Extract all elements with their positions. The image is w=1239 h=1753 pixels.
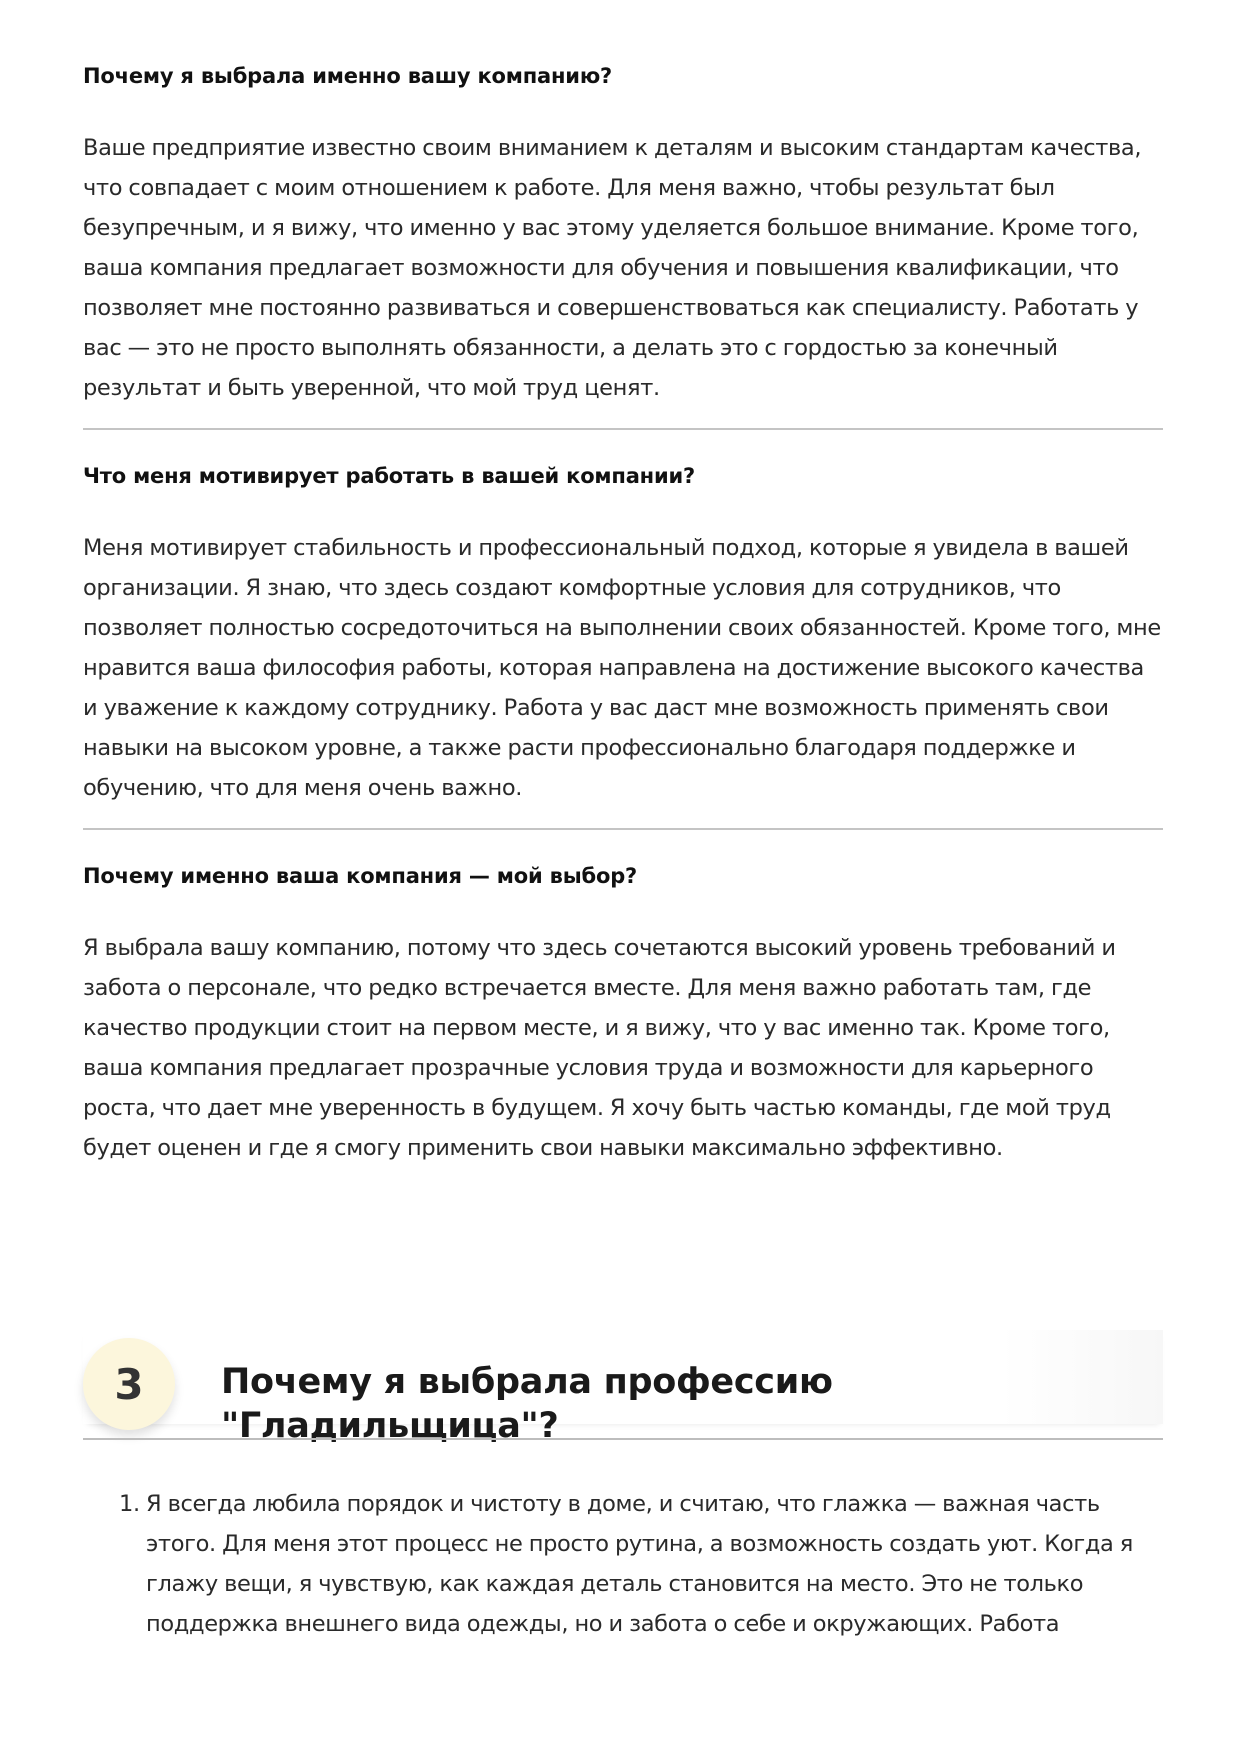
answer-paragraph: Меня мотивирует стабильность и профессиональный подход, которые я увидела в вашей организации. Я знаю, что здесь создают комфортные условия для сотрудников, что позволяет полностью сосредоточиться на выполнении своих обязанностей. Кроме того, мне нравится ваша философия работы, которая направлена на достижение высокого качества и уважение к каждому сотруднику. Работа у вас даст мне возможность применять свои навыки на высоком уровне, а также расти профессионально благодаря поддержке и обучению, что для меня очень важно. — [83, 535, 1161, 801]
answer-paragraph: Ваше предприятие известно своим вниманием к деталям и высоким стандартам качества, что совпадает с моим отношением к работе. Для меня важно, чтобы результат был безупречным, и я вижу, что именно у вас этому уделяется большое внимание. Кроме того, ваша компания предлагает возможности для обучения и повышения квалификации, что позволяет мне постоянно развиваться и совершенствоваться как специалисту. Работать у вас — это не просто выполнять обязанности, а делать это с гордостью за конечный результат и быть уверенной, что мой труд ценят. — [83, 135, 1142, 401]
answer-paragraph: Я выбрала вашу компанию, потому что здесь сочетаются высокий уровень требований и забота о персонале, что редко встречается вместе. Для меня важно работать там, где качество продукции стоит на первом месте, и я вижу, что у вас именно так. Кроме того, ваша компания предлагает прозрачные условия труда и возможности для карьерного роста, что дает мне уверенность в будущем. Я хочу быть частью команды, где мой труд будет оценен и где я смогу применить свои навыки максимально эффективно. — [83, 935, 1116, 1161]
section-divider — [83, 428, 1163, 430]
question-heading: Что меня мотивирует работать в вашей компании? — [83, 464, 695, 488]
question-heading: Почему именно ваша компания — мой выбор? — [83, 864, 638, 888]
qa-block-1 — [83, 62, 1163, 408]
section-title: Почему я выбрала профессию "Гладильщица"? — [221, 1362, 833, 1446]
list-item-number: 1. — [119, 1491, 140, 1517]
section-number-badge: 3 — [83, 1338, 175, 1430]
reasons-list — [83, 1484, 1163, 1644]
qa-block-3 — [83, 862, 1163, 1168]
list-item-text: Я всегда любила порядок и чистоту в доме, и считаю, что глажка — важная часть этого. Для меня этот процесс не просто рутина, а возможность создать уют. Когда я глажу вещи, я чувствую, как каждая деталь становится на место. Это не только поддержка внешнего вида одежды, но и забота о себе и окружающих. Работа — [146, 1491, 1133, 1637]
section-divider — [83, 828, 1163, 830]
section-header-divider — [83, 1438, 1163, 1440]
question-heading: Почему я выбрала именно вашу компанию? — [83, 64, 613, 88]
qa-block-2 — [83, 462, 1163, 808]
list-item — [83, 1484, 1163, 1644]
